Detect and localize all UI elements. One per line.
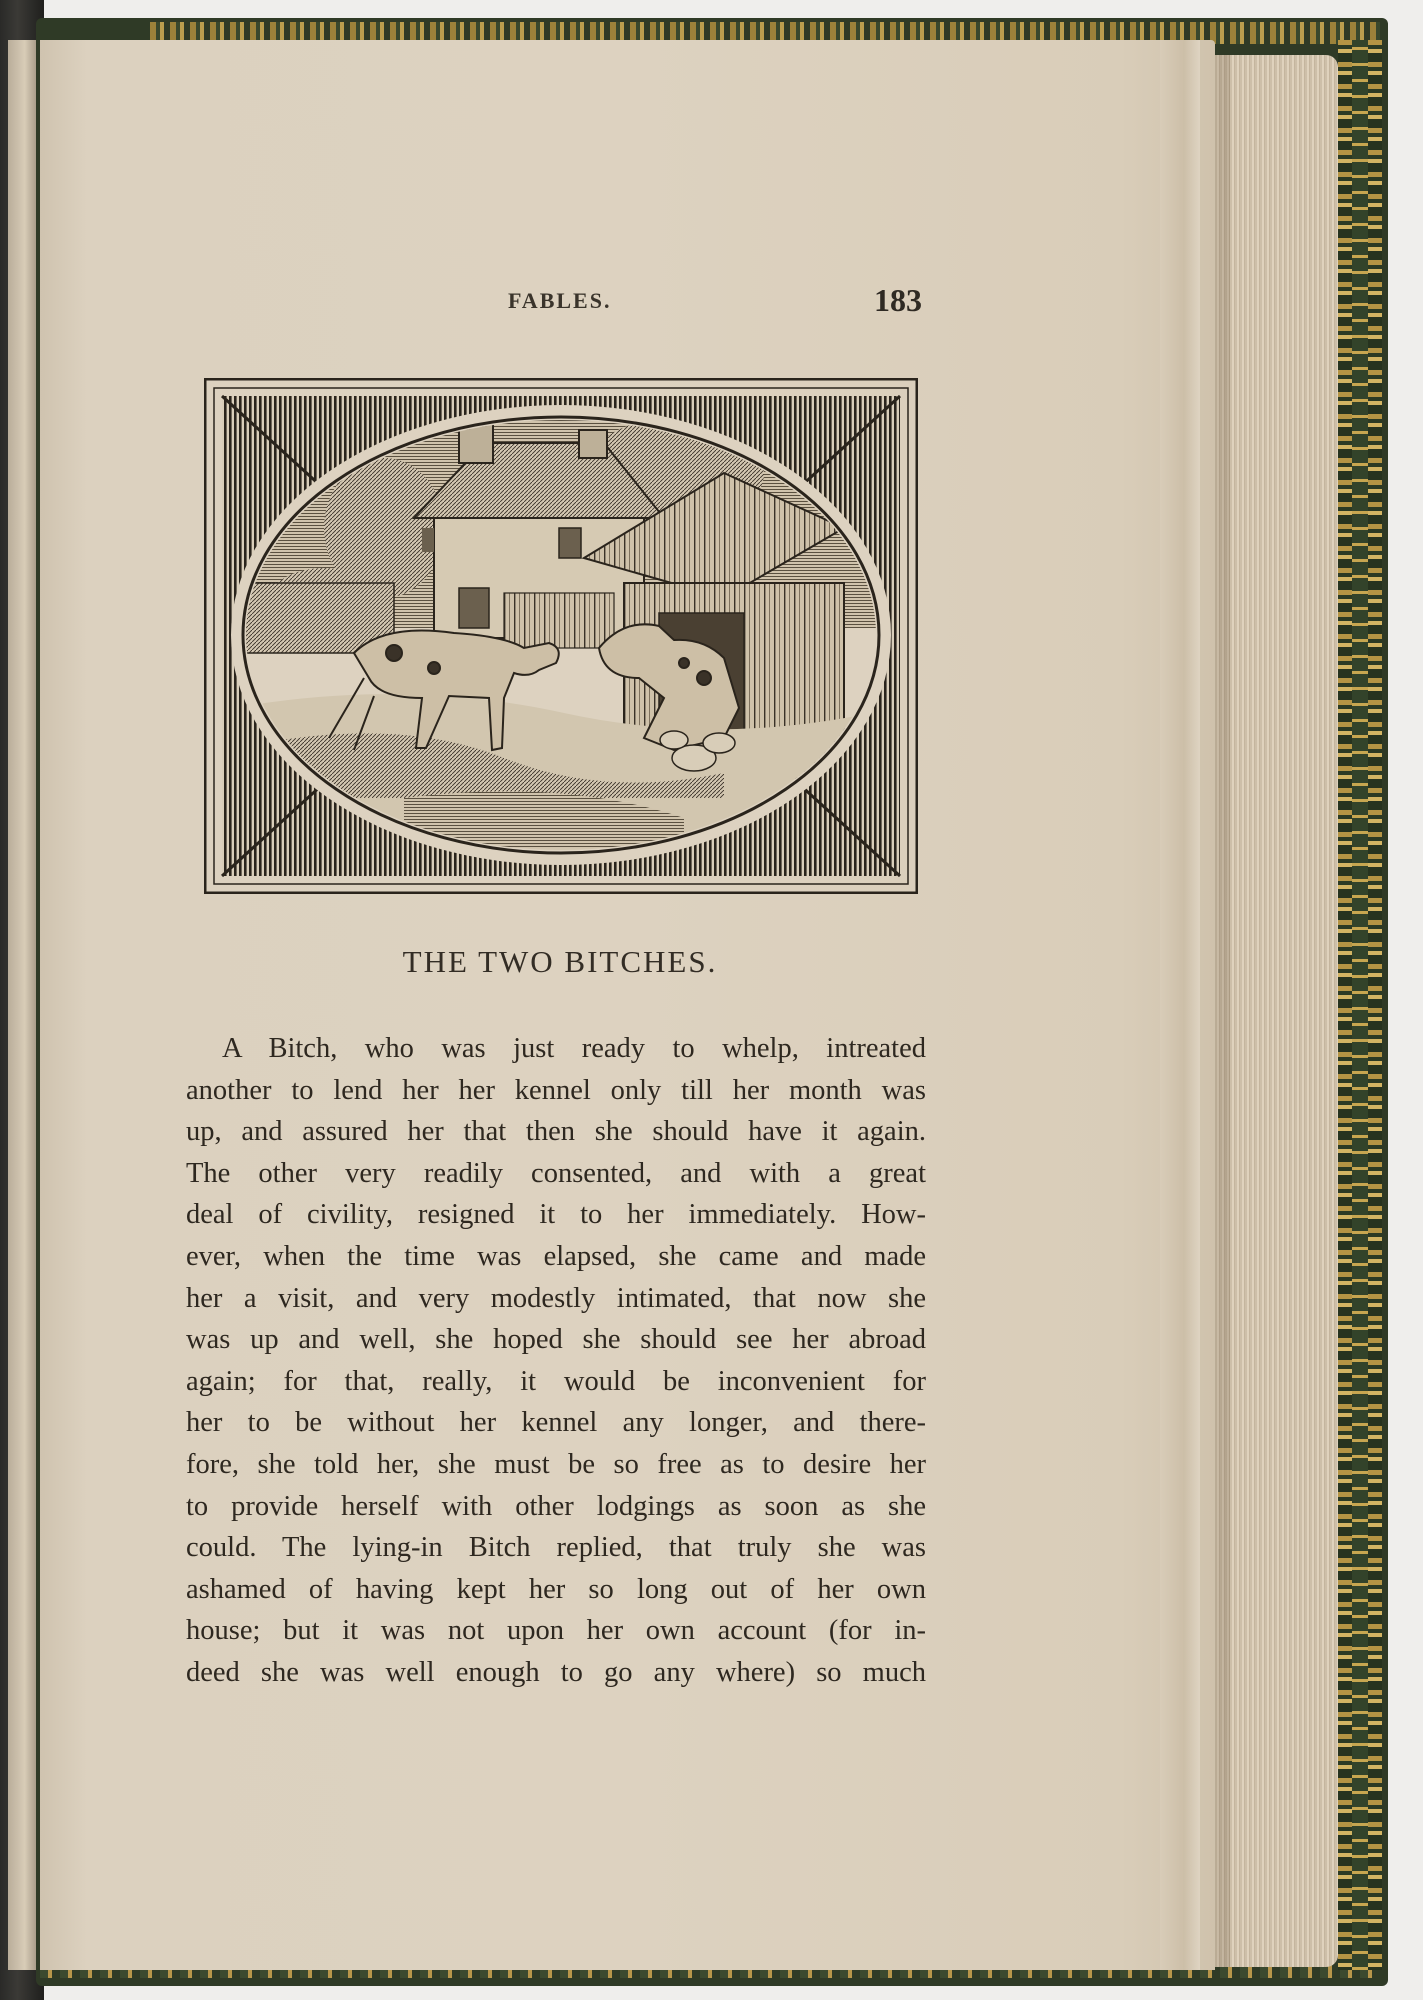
woodcut-engraving-two-dogs-kennel xyxy=(204,378,918,894)
text-line: another to lend her her kennel only till her month was xyxy=(186,1074,926,1106)
text-line: her to be without her kennel any longer, and there- xyxy=(186,1407,926,1439)
text-line: to provide herself with other lodgings as soon as she xyxy=(186,1490,926,1522)
text-line: deed she was well enough to go any where) so much xyxy=(186,1656,926,1688)
text-line: ever, when the time was elapsed, she came and made xyxy=(186,1240,926,1272)
text-line: again; for that, really, it would be inconvenient for xyxy=(186,1365,926,1397)
fable-body-text xyxy=(186,1028,926,1694)
text-line: fore, she told her, she must be so free as to desire her xyxy=(186,1448,926,1480)
text-line: ashamed of having kept her so long out of her own xyxy=(186,1573,926,1605)
text-line: was up and well, she hoped she should see her abroad xyxy=(186,1324,926,1356)
text-line: deal of civility, resigned it to her immediately. How- xyxy=(186,1199,926,1231)
text-line: up, and assured her that then she should have it again. xyxy=(186,1116,926,1148)
text-line: her a visit, and very modestly intimated, that now she xyxy=(186,1282,926,1314)
running-head: FABLES. xyxy=(508,288,612,313)
text-line: A Bitch, who was just ready to whelp, intreated xyxy=(222,1033,926,1064)
text-line: The other very readily consented, and with a great xyxy=(186,1157,926,1189)
page-deckle-edge xyxy=(1160,40,1200,1970)
fable-title: THE TWO BITCHES. xyxy=(402,944,718,979)
text-line: house; but it was not upon her own account (for in- xyxy=(186,1615,926,1647)
gilt-border-right xyxy=(1338,40,1382,1970)
previous-page-edge xyxy=(8,40,36,1970)
text-line: could. The lying-in Bitch replied, that truly she was xyxy=(186,1532,926,1564)
page-number: 183 xyxy=(874,282,922,318)
